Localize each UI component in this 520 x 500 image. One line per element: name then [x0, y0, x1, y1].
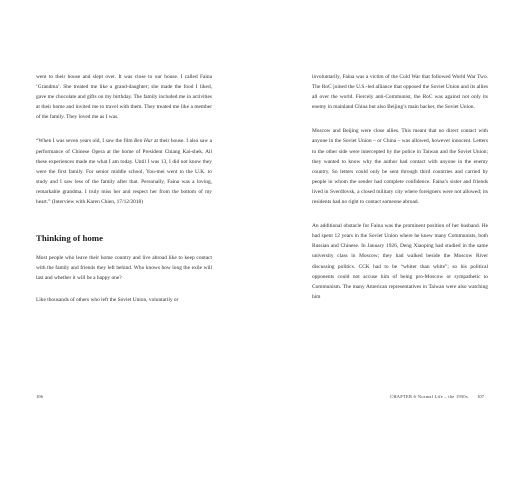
- paragraph: went to their house and slept over. It was close to our house. I called Faina ‘Grandma’. She treated me like a grand-daughter; she made the food I liked, gave me chocolate and gifts on my birthday. The family included me in activities at their home and invited me to travel with them. They treated me like a member of the family. They loved me as I was.: [36, 74, 212, 121]
- page-number: 106: [36, 394, 43, 399]
- section-heading: Thinking of home: [36, 233, 103, 244]
- quote-text-start: “When I was seven years old, I saw the film: [36, 138, 135, 145]
- running-chapter: CHAPTER 6: [390, 394, 417, 399]
- quote-text-end: at their house. I also saw a performance of Chinese Opera at the home of President Chiang Kai-shek. All these experiences made me what I am today. Until I was 13, I did not know they were the first family. For senior middle school, You-mei went to the U.K. to study and I saw less of the family after that. Personally, Faina was a loving, remarkable grandma. I truly miss her and respect her from the bottom of my heart.” (Interview with Karen Chien, 17/12/2018): [36, 138, 212, 206]
- paragraph: Moscow and Beijing were close allies. This meant that no direct contact with anyone in the Soviet Union – or China – was allowed, however innocent. Letters to the other side were intercepted by the police in Taiwan and the Soviet Union; they wanted to know why the author had contact with anyone in the enemy country. So letters could only be sent through third countries and carried by people in whom the sender had complete confidence. Faina’s sister and friends lived in Sverdlovsk, a closed military city where foreigners were not allowed; its residents had no right to contact someone abroad.: [312, 128, 488, 206]
- left-text-column: [36, 72, 212, 316]
- paragraph: An additional obstacle for Faina was the prominent position of her husband. He had spent 12 years in the Soviet Union where he knew many Communists, both Russian and Chinese. In January 1926, Deng Xiaoping had studied in the same university class in Moscow; they had walked beside the Moscow River discussing politics. CCK had to be “whiter than white”; so his political opponents could not accuse him of being pro-Moscow or sympathetic to Communism. The many American representatives in Taiwan were also watching him: [312, 223, 488, 300]
- right-text-column: [312, 72, 488, 312]
- paragraph: Like thousands of others who left the Soviet Union, voluntarily or: [36, 297, 179, 304]
- paragraph: Most people who leave their home country and live abroad like to keep contact with the family and friends they left behind. Who knows how long the exile will last and whether it will be a happy one?: [36, 255, 212, 282]
- film-title: Ben Hur: [134, 138, 153, 145]
- paragraph: involuntarily, Faina was a victim of the Cold War that followed World War Two. The RoC joined the U.S.-led alliance that opposed the Soviet Union and its allies all over the world. Fiercely anti-Communist, the RoC was against not only its enemy in mainland China but also Beijing’s main backer, the Soviet Union.: [312, 74, 488, 111]
- right-page: [260, 0, 520, 500]
- running-footer: CHAPTER 6·Normal Life – the 1950s 107: [390, 394, 484, 399]
- page-number: 107: [477, 394, 484, 399]
- running-title: Normal Life – the 1950s: [417, 394, 468, 399]
- interview-quote: [36, 136, 212, 207]
